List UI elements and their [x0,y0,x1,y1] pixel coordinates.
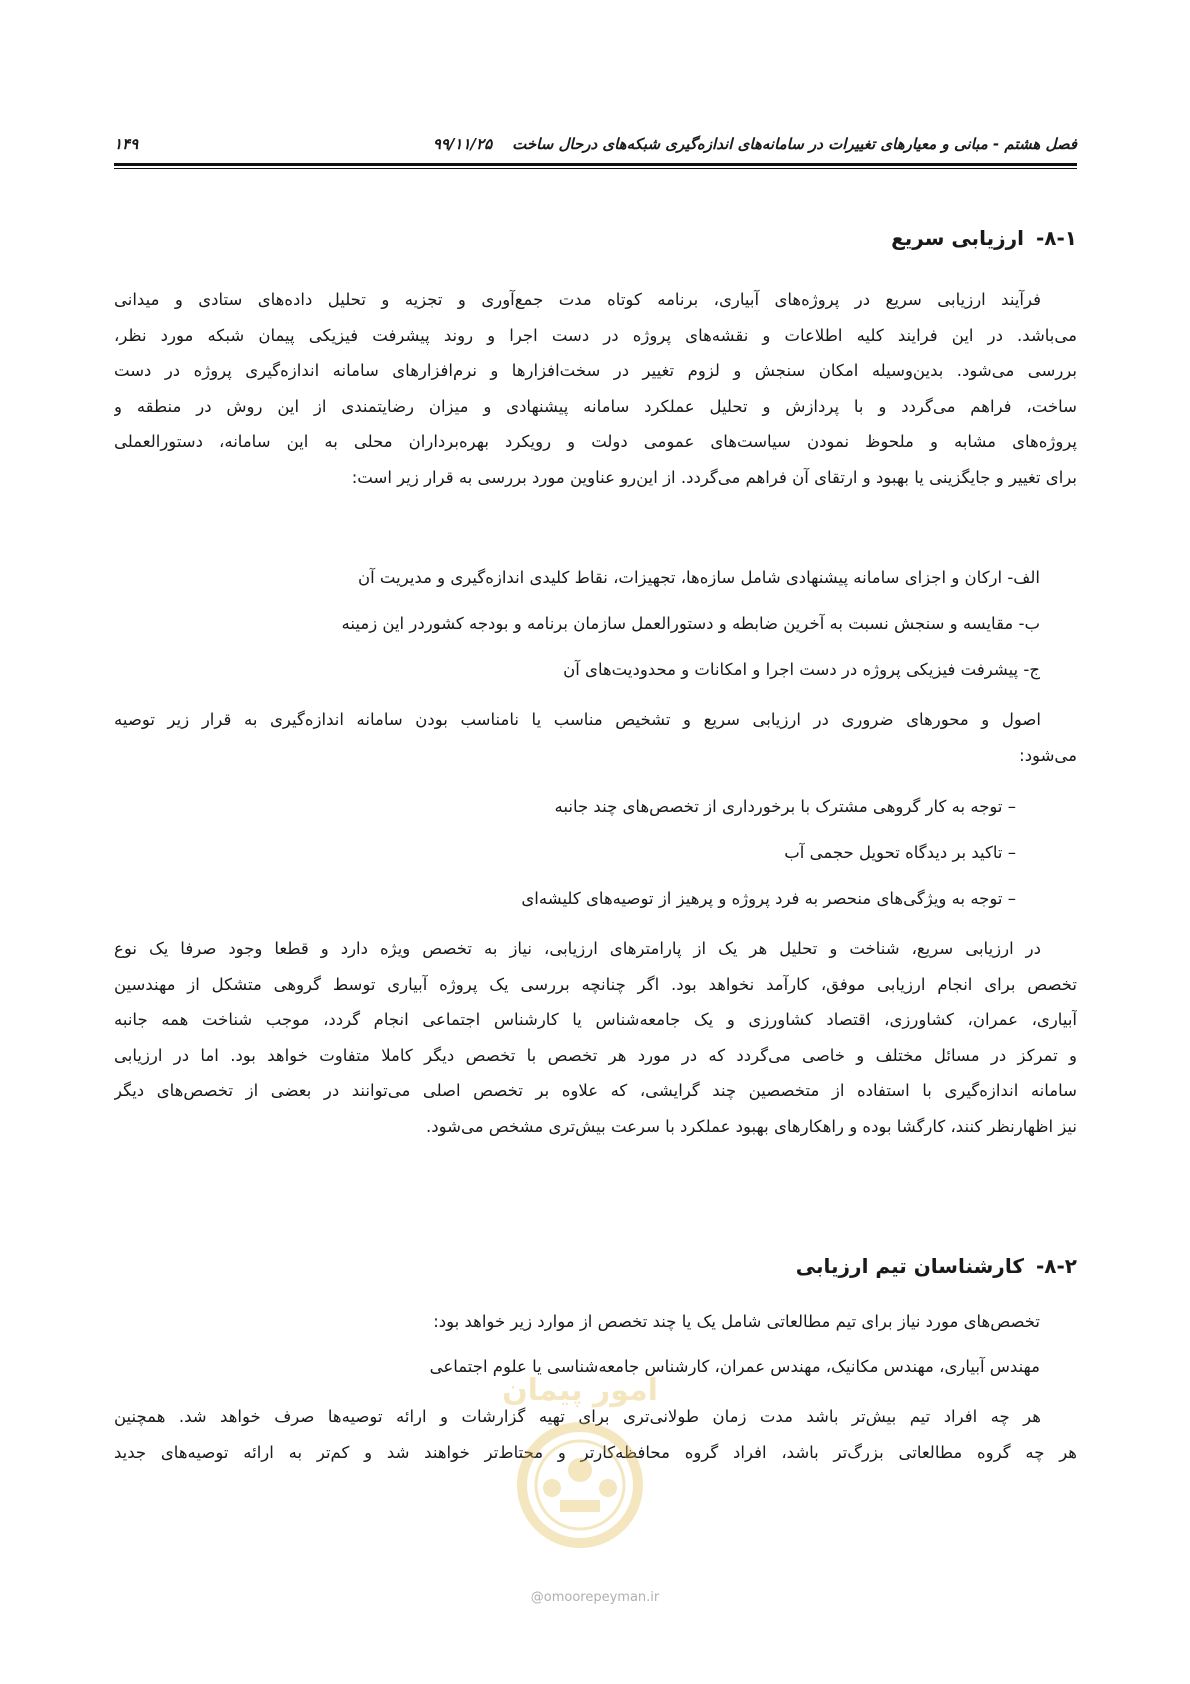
text-line: در ارزیابی سریع، شناخت و تحلیل هر یک از پارامترهای ارزیابی، نیاز به تخصص ویژه دارد و قطعا وجود صرفا یک نوع [114,939,1041,958]
text-line: فرآیند ارزیابی سریع در پروژه‌های آبیاری، برنامه کوتاه مدت جمع‌آوری و تجزیه و تحلیل داده‌های ستادی و میدانی [114,290,1041,309]
text-line: بررسی می‌شود. بدین‌وسیله امکان سنجش و لزوم تغییر در سخت‌افزارها و نرم‌افزارهای سامانه اندازه‌گیری پروژه در دست [114,361,1077,380]
bullet-item: – توجه به ویژگی‌های منحصر به فرد پروژه و پرهیز از توصیه‌های کلیشه‌ای [521,889,1016,908]
section-title: ارزیابی سریع [891,226,1024,250]
text-line: تخصص‌های مورد نیاز برای تیم مطالعاتی شامل یک یا چند تخصص از موارد زیر خواهد بود: [433,1312,1040,1331]
text-line: برای تغییر و جایگزینی یا بهبود و ارتقای آن فراهم می‌گردد. از این‌رو عناوین مورد بررسی به قرار زیر است: [351,467,1077,487]
header-divider [114,163,1077,169]
section-title: کارشناسان تیم ارزیابی [795,1254,1024,1278]
chapter-title: فصل هشتم - مبانی و معیارهای تغییرات در سامانه‌های اندازه‌گیری شبکه‌های درحال ساخت [512,135,1077,153]
text-line: تخصص برای انجام ارزیابی موفق، کارآمد نخواهد بود. اگر چنانچه بررسی یک پروژه آبیاری توسط گروهی متشکل از مهندسین [114,974,1077,994]
text-line: اصول و محورهای ضروری در ارزیابی سریع و تشخیص مناسب یا نامناسب بودن سامانه اندازه‌گیری به قرار زیر توصیه [114,710,1041,729]
list-item: الف- ارکان و اجزای سامانه پیشنهادی شامل سازه‌ها، تجهیزات، نقاط کلیدی اندازه‌گیری و مدیریت آن [357,568,1040,587]
text-line: آبیاری، عمران، کشاورزی، اقتصاد کشاورزی و یک جامعه‌شناس یا کارشناس اجتماعی انجام گردد، موجب شناخت همه جانبه [114,1010,1077,1029]
text-line: هر چه گروه مطالعاتی بزرگ‌تر باشد، افراد گروه محافظه‌کارتر و محتاط‌تر خواهند شد و کم‌تر به ارائه توصیه‌های جدید [114,1442,1077,1462]
text-line: می‌باشد. در این فرایند کلیه اطلاعات و نقشه‌های پروژه در دست اجرا و روند پیشرفت فیزیکی پیمان شبکه مورد نظر، [114,325,1077,345]
paragraph-principles [114,702,1077,773]
paragraph-expertise [114,931,1077,1144]
bullet-item: – توجه به کار گروهی مشترک با برخورداری از تخصص‌های چند جانبه [554,797,1016,816]
section-heading-8-2 [796,1254,1077,1278]
text-line: ساخت، فراهم می‌گردد و با پردازش و تحلیل عملکرد سامانه پیشنهادی و میزان رضایتمندی از این روش در منطقه و [114,396,1077,416]
running-header [114,130,1077,158]
section-heading-8-1 [891,226,1077,250]
paragraph-intro [114,282,1077,495]
page-number: ۱۴۹ [114,135,139,153]
list-item: ب- مقایسه و سنجش نسبت به آخرین ضابطه و دستورالعمل سازمان برنامه و بودجه کشوردر این زمینه [341,614,1040,633]
text-line: نیز اظهارنظر کنند، کارگشا بوده و راهکارهای بهبود عملکرد با سرعت بیش‌تری مشخص می‌شود. [426,1116,1077,1136]
text-line: می‌شود: [1019,745,1077,765]
text-line: پروژه‌های مشابه و ملحوظ نمودن سیاست‌های عمومی دولت و رویکرد بهره‌برداران محلی به این سامانه، دستورالعملی [114,432,1077,451]
text-line: هر چه افراد تیم بیش‌تر باشد مدت زمان طولانی‌تری برای تهیه گزارشات و ارائه توصیه‌ها صرف خواهد شد. همچنین [114,1407,1041,1426]
text-line: و تمرکز در مسائل مختلف و خاصی می‌گردد که در مورد هر تخصص با تخصص دیگر کاملا متفاوت خواهد بود. اما در ارزیابی [114,1045,1077,1065]
section-number: ۸-۲- [1035,1254,1077,1278]
text-line: مهندس آبیاری، مهندس مکانیک، مهندس عمران، کارشناس جامعه‌شناسی یا علوم اجتماعی [429,1357,1040,1376]
watermark-site: @omoorepeyman.ir [530,1590,660,1605]
bullet-item: – تاکید بر دیدگاه تحویل حجمی آب [784,843,1016,862]
watermark-logo-icon [490,1360,670,1550]
text-line: سامانه اندازه‌گیری با استفاده از متخصصین چند گرایشی، که علاوه بر تخصص اصلی می‌توانند در بعضی از تخصص‌های دیگر [114,1081,1077,1100]
header-title-group [433,135,1077,153]
list-item: ج- پیشرفت فیزیکی پروژه در دست اجرا و امکانات و محدودیت‌های آن [563,660,1040,679]
watermark-logo-text: امور پیمان [502,1373,658,1408]
header-date: ۹۹/۱۱/۲۵ [432,135,493,153]
section-number: ۸-۱- [1035,226,1077,250]
